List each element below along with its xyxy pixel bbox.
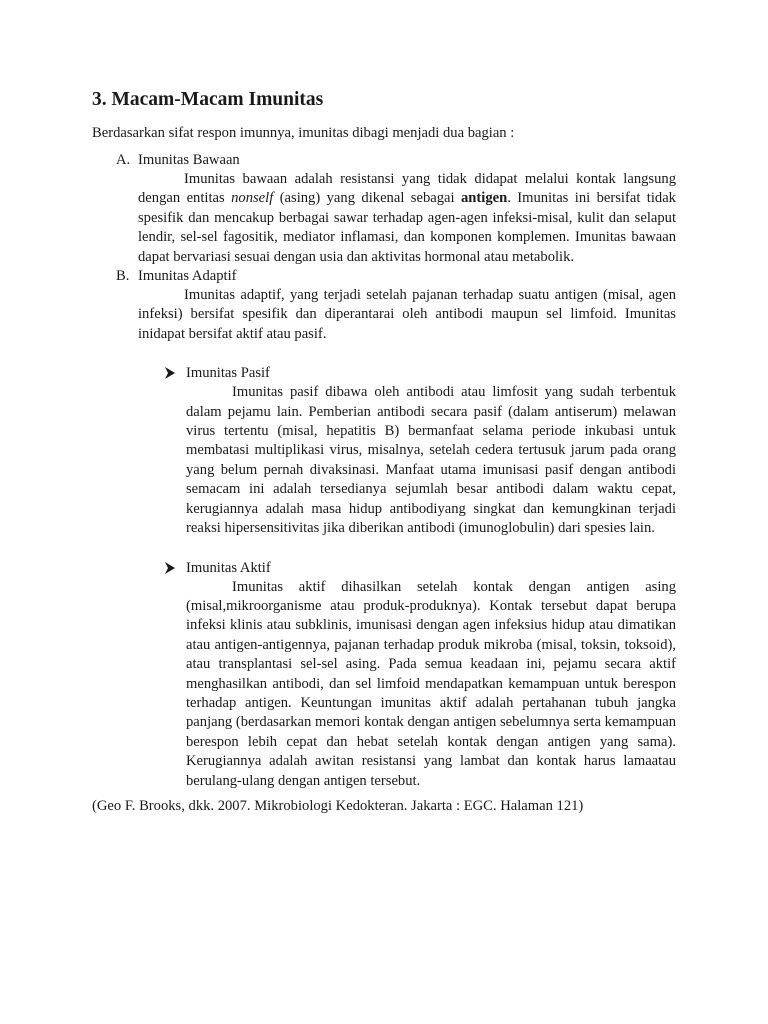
subsection-body: Imunitas pasif dibawa oleh antibodi atau limfosit yang sudah terbentuk dalam pejamu lain. Pemberian antibodi secara pasif (dalam antiserum) melawan virus tertentu (misal, hepatitis B) bermanfaat selama periode inkubasi untuk membatasi multiplikasi virus, misalnya, setelah cedera tertusuk jarum pada orang yang belum pernah divaksinasi. Manfaat utama imunisasi pasif dengan antibodi semacam ini adalah tersedianya sejumlah besar antibodi dalam waktu cepat, kerugiannya adalah masa hidup antibodiyang singkat dan kemungkinan terjadi reaksi hipersensitivitas jika diberikan antibodi (imunoglobulin) dari spesies lain.: [186, 384, 676, 537]
document-page: [92, 88, 676, 816]
section-title: Imunitas Adaptif: [138, 268, 237, 285]
intro-paragraph: Berdasarkan sifat respon imunnya, imunitas dibagi menjadi dua bagian :: [92, 125, 515, 141]
section-letter: A.: [116, 152, 131, 168]
subsection-heading: [186, 364, 676, 383]
body-text: . Imunitas ini bersifat tidak spesifik dan mencakup berbagai sawar terhadap agen-agen infeksi-misal, kulit dan selaput lendir, sel-sel fagositik, mediator inflamasi, dan komponen komplemen. Imunitas bawaan dapat bervariasi sesuai dengan usia dan aktivitas hormonal atau metabolik.: [138, 190, 676, 265]
section-title: Imunitas Bawaan: [138, 152, 240, 168]
page-title: 3. Macam-Macam Imunitas: [92, 89, 324, 110]
subsection-imunitas-pasif: [186, 364, 676, 538]
section-heading: [92, 267, 676, 286]
body-text: Imunitas bawaan adalah resistansi yang tidak didapat melalui kontak langsung dengan entitas: [138, 171, 676, 207]
subsection-imunitas-aktif: [186, 559, 676, 791]
section-body: [138, 170, 676, 267]
italic-term: nonself: [231, 190, 274, 207]
section-imunitas-bawaan: [92, 151, 676, 267]
section-imunitas-adaptif: [92, 267, 676, 344]
arrowhead-bullet-icon: [164, 366, 176, 380]
subsection-heading: [186, 559, 676, 578]
subsection-title: Imunitas Pasif: [186, 365, 270, 382]
body-text: (asing) yang dikenal sebagai: [273, 190, 461, 207]
subsection-title: Imunitas Aktif: [186, 559, 271, 576]
arrowhead-bullet-icon: [164, 561, 176, 575]
section-body: Imunitas adaptif, yang terjadi setelah pajanan terhadap suatu antigen (misal, agen infeksi) bersifat spesifik dan diperantarai oleh antibodi maupun sel limfoid. Imunitas inidapat bersifat aktif atau pasif.: [138, 287, 676, 342]
section-letter: B.: [116, 268, 130, 285]
subsection-body: Imunitas aktif dihasilkan setelah kontak dengan antigen asing (misal,mikroorganisme atau produk-produknya). Kontak tersebut dapat berupa infeksi klinis atau subklinis, imunisasi dengan agen infeksius hidup atau dimatikan atau antigen-antigennya, pajanan terhadap produk mikroba (misal, toksin, toksoid), atau transplantasi sel-sel asing. Pada semua keadaan ini, pejamu secara aktif menghasilkan antibodi, dan sel limfoid mendapatkan kemampuan untuk berespon terhadap antigen. Keuntungan imunitas aktif adalah pertahanan tubuh jangka panjang (berdasarkan memori kontak dengan antigen sebelumnya serta kemampuan berespon lebih cepat dan hebat setelah kontak dengan antigen yang sama). Kerugiannya adalah awitan resistansi yang lambat dan kontak harus lamaatau berulang-ulang dengan antigen tersebut.: [186, 578, 676, 789]
section-heading: [92, 151, 676, 170]
citation: (Geo F. Brooks, dkk. 2007. Mikrobiologi Kedokteran. Jakarta : EGC. Halaman 121): [92, 797, 584, 814]
bold-term: antigen: [461, 190, 508, 207]
